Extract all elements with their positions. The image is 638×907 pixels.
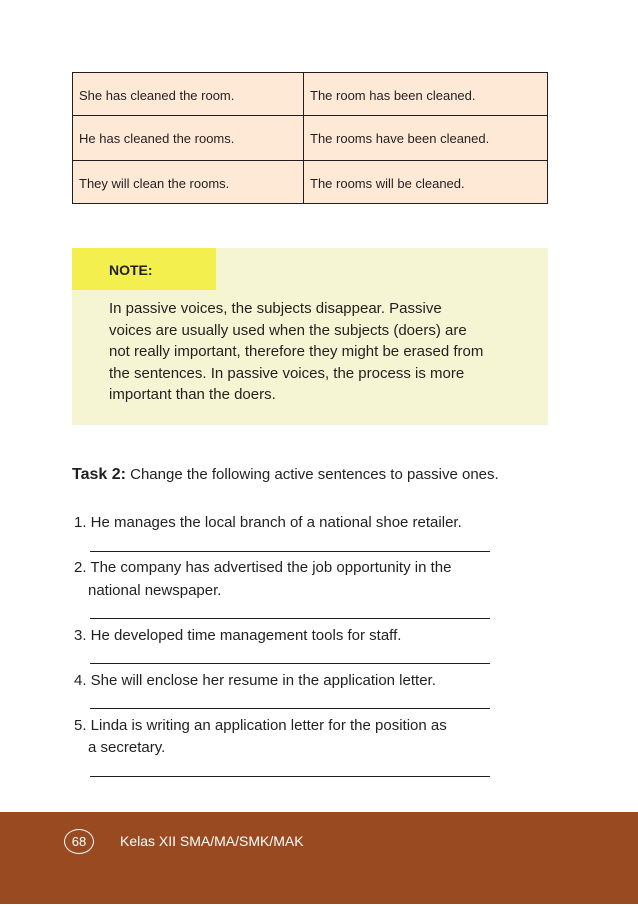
task-item-text: 1. He manages the local branch of a national shoe retailer.: [74, 514, 462, 531]
note-line: important than the doers.: [109, 386, 276, 403]
task-item-text: 4. She will enclose her resume in the application letter.: [74, 671, 436, 689]
note-title-tab: [72, 248, 216, 290]
page-footer: [0, 812, 638, 904]
active-sentence-cell: He has cleaned the rooms.: [73, 116, 304, 161]
task-item-text: a secretary.: [88, 739, 166, 756]
passive-sentence-cell: The room has been cleaned.: [304, 73, 548, 116]
table-row: [73, 116, 548, 161]
table-row: [73, 161, 548, 204]
note-box: [72, 248, 548, 425]
page-number: 68: [64, 829, 94, 854]
active-sentence-cell: She has cleaned the room.: [73, 73, 304, 116]
active-passive-table: [72, 72, 548, 204]
note-title: NOTE:: [109, 262, 153, 278]
task-item-text: national newspaper.: [88, 581, 222, 599]
answer-blank[interactable]: [90, 647, 490, 670]
task-item-text: 3. He developed time management tools for staff.: [74, 626, 402, 644]
active-sentence-cell: They will clean the rooms.: [73, 161, 304, 204]
task-item-text: 2. The company has advertised the job opportunity in the: [74, 559, 452, 576]
task-item-text: 5. Linda is writing an application letter for the position as: [74, 716, 447, 734]
book-title: Kelas XII SMA/MA/SMK/MAK: [120, 833, 304, 849]
answer-blank[interactable]: [90, 535, 490, 558]
answer-blank[interactable]: [90, 602, 490, 625]
note-line: In passive voices, the subjects disappear. Passive: [109, 300, 442, 317]
task-item-3: [74, 625, 554, 670]
note-line: voices are usually used when the subjects (doers) are: [109, 321, 467, 339]
note-line: the sentences. In passive voices, the process is more: [109, 364, 465, 382]
passive-sentence-cell: The rooms will be cleaned.: [304, 161, 548, 204]
note-line: not really important, therefore they might be erased from: [109, 343, 484, 360]
answer-blank[interactable]: [90, 692, 490, 715]
task-item-1: [74, 512, 554, 557]
task-label: Task 2:: [72, 466, 126, 483]
task-item-2: [74, 557, 554, 625]
task-instruction: Change the following active sentences to passive ones.: [130, 466, 499, 483]
note-body: [109, 298, 539, 406]
task-list: [74, 512, 554, 782]
task-item-4: [74, 670, 554, 715]
passive-sentence-cell: The rooms have been cleaned.: [304, 116, 548, 161]
table-row: [73, 73, 548, 116]
task-heading: [72, 466, 499, 484]
answer-blank[interactable]: [90, 760, 490, 783]
task-item-5: [74, 715, 554, 783]
